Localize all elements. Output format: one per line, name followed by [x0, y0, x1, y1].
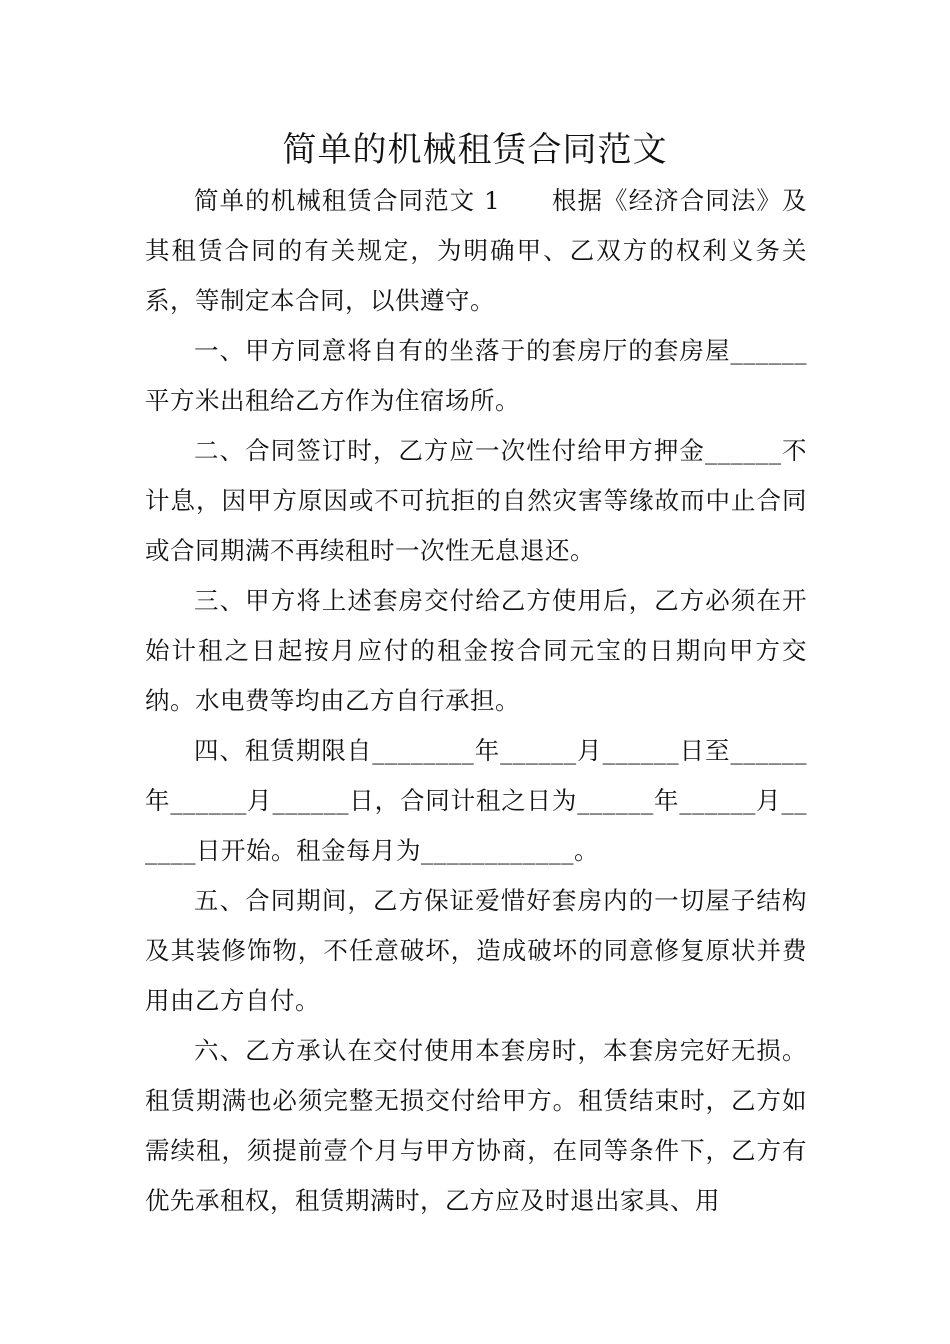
clause-6-paragraph: 六、乙方承认在交付使用本套房时，本套房完好无损。租赁期满也必须完整无损交付给甲方。租赁结束时，乙方如需续租，须提前壹个月与甲方协商，在同等条件下，乙方有优先承租权，租赁期满时，乙方应及时退出家具、用: [145, 1036, 807, 1215]
clause-2-paragraph: 二、合同签订时，乙方应一次性付给甲方押金______不计息，因甲方原因或不可抗拒的自然灾害等缘故而中止合同或合同期满不再续租时一次性无息退还。: [145, 436, 807, 565]
intro-paragraph: 简单的机械租赁合同范文 1 根据《经济合同法》及其租赁合同的有关规定，为明确甲、乙双方的权利义务关系，等制定本合同，以供遵守。: [145, 186, 807, 315]
clause-4-paragraph: 四、租赁期限自________年______月______日至______年______月______日，合同计租之日为______年______月______日开始。租金每月为____________。: [145, 736, 807, 865]
document-title: 简单的机械租赁合同范文: [282, 130, 668, 170]
document-body: [145, 176, 807, 1226]
clause-3-paragraph: 三、甲方将上述套房交付给乙方使用后，乙方必须在开始计租之日起按月应付的租金按合同元宝的日期向甲方交纳。水电费等均由乙方自行承担。: [145, 586, 807, 715]
clause-1-paragraph: 一、甲方同意将自有的坐落于的套房厅的套房屋______平方米出租给乙方作为住宿场所。: [145, 336, 807, 415]
clause-5-paragraph: 五、合同期间，乙方保证爱惜好套房内的一切屋子结构及其装修饰物，不任意破坏，造成破坏的同意修复原状并费用由乙方自付。: [145, 886, 807, 1015]
